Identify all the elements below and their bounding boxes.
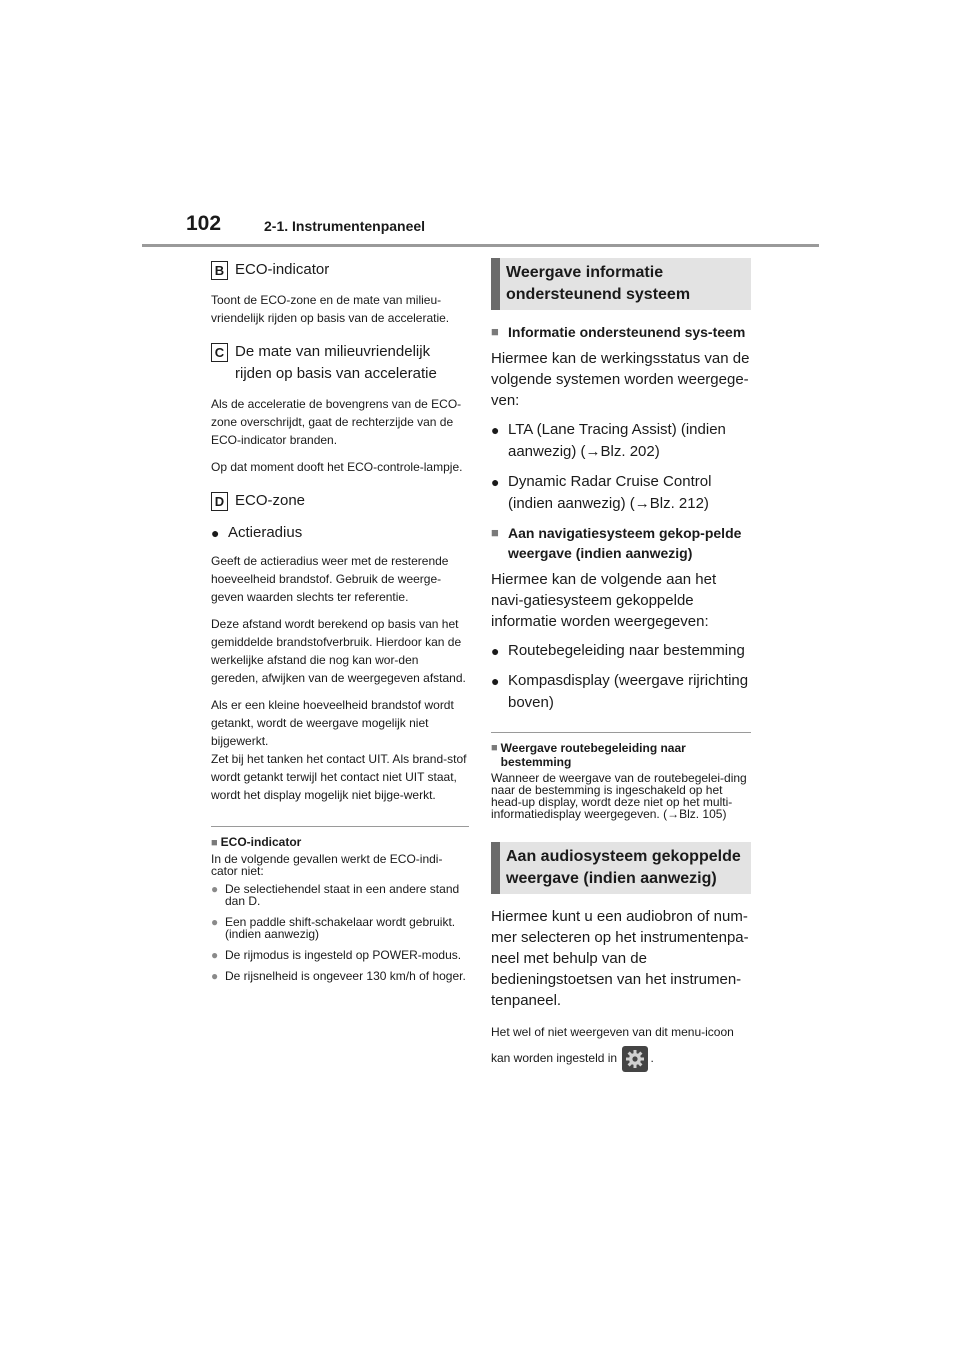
note-intro: In de volgende gevallen werkt de ECO-indi-cator niet:	[211, 852, 443, 878]
bullet-item	[491, 471, 751, 515]
subheading	[491, 322, 751, 342]
paragraph: Geeft de actieradius weer met de resterende hoeveelheid brandstof. Gebruik de weerge-geven waarden slechts ter referentie.	[211, 554, 449, 604]
filled-circle-icon: ●	[211, 948, 219, 962]
note-title: Weergave routebegeleiding naar bestemming	[500, 741, 686, 769]
filled-square-icon: ■	[491, 742, 498, 754]
item-d	[211, 490, 469, 512]
filled-circle-icon: ●	[211, 969, 219, 983]
filled-circle-icon: ●	[211, 525, 220, 541]
bullet-item	[491, 419, 751, 463]
paragraph: Op dat moment dooft het ECO-controle-lampje.	[211, 460, 463, 474]
paragraph: Zet bij het tanken het contact UIT. Als brand-stof wordt getankt terwijl het contact niet UIT staat, wordt het display mogelijk niet bijge-werkt.	[211, 752, 467, 802]
paragraph: Hiermee kan de werkingsstatus van de volgende systemen worden weergege-ven:	[491, 350, 750, 409]
note-bullet-text: De selectiehendel staat in een andere stand dan D.	[225, 882, 460, 908]
note-bullet	[211, 916, 469, 940]
right-column	[491, 258, 751, 1081]
filled-square-icon: ■	[491, 525, 499, 540]
filled-circle-icon: ●	[491, 422, 500, 438]
paragraph: Als er een kleine hoeveelheid brandstof wordt getankt, wordt de weergave mogelijk niet bijgewerkt.	[211, 698, 454, 748]
label-badge: C	[211, 343, 228, 362]
bullet-item	[211, 522, 469, 544]
note-title: ECO-indicator	[220, 835, 302, 849]
left-column	[211, 259, 469, 991]
filled-circle-icon: ●	[491, 673, 500, 689]
note-heading	[211, 835, 469, 850]
filled-circle-icon: ●	[491, 643, 500, 659]
note-bullet	[211, 949, 469, 961]
paragraph: Hiermee kan de volgende aan het navi-gatiesysteem gekoppelde informatie worden weergegeven:	[491, 571, 717, 630]
header-divider	[142, 244, 819, 247]
note-bullet	[211, 883, 469, 907]
paragraph: Hiermee kunt u een audiobron of num-mer selecteren op het instrumentenpa-neel met behulp van de bedieningstoetsen van het instrumen-tenpaneel.	[491, 908, 749, 1009]
bullet-text: Kompasdisplay (weergave rijrichting boven)	[508, 672, 749, 711]
page-number: 102	[186, 212, 222, 235]
paragraph-end: .	[650, 1051, 654, 1065]
filled-square-icon: ■	[211, 837, 218, 849]
bullet-item	[491, 640, 751, 662]
bullet-item	[491, 670, 751, 714]
item-c	[211, 341, 469, 385]
filled-circle-icon: ●	[491, 474, 500, 490]
filled-circle-icon: ●	[211, 882, 219, 896]
note-divider	[491, 732, 751, 733]
note-text: Wanneer de weergave van de routebegelei-ding naar de bestemming is ingeschakeld op het head-up display, wordt deze niet op het multi-informatiedisplay weergegeven. (→Blz. 105)	[491, 771, 747, 821]
section-title: 2-1. Instrumentenpaneel	[264, 218, 426, 234]
label-badge: D	[211, 492, 228, 511]
note-heading	[491, 741, 751, 769]
paragraph-with-icon	[491, 1019, 751, 1072]
filled-square-icon: ■	[491, 324, 499, 339]
section-box-title: Weergave informatie ondersteunend systeem	[491, 258, 751, 310]
note-divider	[211, 826, 469, 827]
note-bullet	[211, 970, 469, 982]
bullet-text: Dynamic Radar Cruise Control (indien aanwezig) (→Blz. 212)	[508, 473, 712, 512]
bullet-text: Actieradius	[228, 524, 303, 541]
paragraph: Deze afstand wordt berekend op basis van het gemiddelde brandstofverbruik. Hierdoor kan de werkelijke afstand die nog kan wor-den gereden, afwijken van de weergegeven afstand.	[211, 617, 466, 685]
paragraph: Als de acceleratie de bovengrens van de ECO-zone overschrijdt, gaat de rechterzijde van de ECO-indicator branden.	[211, 397, 462, 447]
item-b	[211, 259, 469, 281]
bullet-text: LTA (Lane Tracing Assist) (indien aanwezig) (→Blz. 202)	[508, 421, 726, 460]
label-badge: B	[211, 261, 228, 280]
bullet-text: Routebegeleiding naar bestemming	[508, 642, 745, 659]
gear-icon	[622, 1046, 648, 1072]
subheading	[491, 523, 751, 563]
section-box-title: Aan audiosysteem gekoppelde weergave (indien aanwezig)	[491, 842, 751, 894]
subheading-text: Informatie ondersteunend sys-teem	[508, 324, 746, 340]
paragraph: Toont de ECO-zone en de mate van milieu-vriendelijk rijden op basis van de acceleratie.	[211, 293, 450, 325]
item-title: De mate van milieuvriendelijk rijden op basis van acceleratie	[235, 343, 437, 382]
note-bullet-text: Een paddle shift-schakelaar wordt gebruikt. (indien aanwezig)	[225, 915, 456, 941]
item-title: ECO-indicator	[235, 261, 330, 278]
item-title: ECO-zone	[235, 492, 306, 509]
note-bullet-text: De rijsnelheid is ongeveer 130 km/h of hoger.	[225, 969, 466, 983]
paragraph-text: Het wel of niet weergeven van dit menu-icoon kan worden ingesteld in	[491, 1025, 734, 1065]
filled-circle-icon: ●	[211, 915, 219, 929]
subheading-text: Aan navigatiesysteem gekop-pelde weergave (indien aanwezig)	[508, 525, 742, 561]
note-bullet-text: De rijmodus is ingesteld op POWER-modus.	[225, 948, 462, 962]
